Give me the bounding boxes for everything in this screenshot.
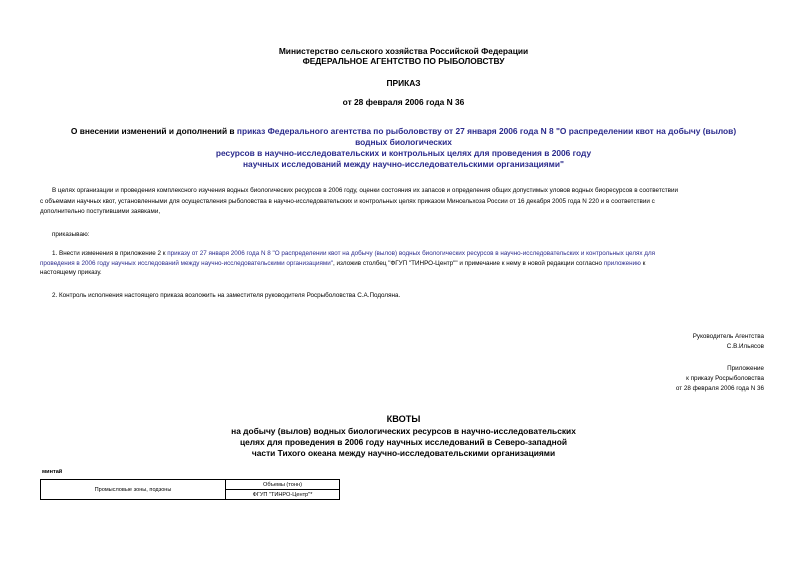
item-1-mid: , изложив столбец "ФГУП "ТИНРО-Центр"" и примечание к нему в новой редакции согласно [333,260,604,267]
order-8-link-cont[interactable]: проведения в 2006 году научных исследований между научно-исследовательскими организациями" [40,260,334,267]
item-1-line1 [52,249,767,258]
signatory-position: Руководитель Агентства [692,333,764,340]
title-prefix: О внесении изменений и дополнений в [70,126,237,136]
quotas-subtitle-line1: на добычу (вылов) водных биологических ресурсов в научно-исследовательских [231,426,576,436]
tinro-header: ФГУП "ТИНРО-Центр"* [226,490,340,500]
item-2: 2. Контроль исполнения настоящего приказа возложить на заместителя руководителя Росрыболовства С.А.Подоляна. [52,292,401,299]
quotas-subtitle-line3: части Тихого океана между научно-исследовательскими организациями [251,448,556,458]
document-title-line4 [0,159,807,169]
agency-name: ФЕДЕРАЛЬНОЕ АГЕНТСТВО ПО РЫБОЛОВСТВУ [302,56,505,66]
item-1-end: к [640,260,646,267]
item-1-line2 [40,259,767,268]
document-date-number: от 28 февраля 2006 года N 36 [342,97,465,107]
preamble-line1: В целях организации и проведения комплексного изучения водных биологических ресурсов в 2006 году, оценки состояния их запасов и определения общих допустимых уловов водных биоресурсов в соответствии [52,187,679,194]
document-title-line2 [0,137,807,147]
table-header-row [41,480,340,490]
preamble-line2: с объемами научных квот, установленными для осуществления рыболовства в научно-исследовательских и контрольных целях приказом Минсельхоза России от 16 декабря 2005 года N 220 и в соответствии с [40,198,655,205]
zones-header: Промысловые зоны, подзоны [41,480,226,500]
signatory-name: С.В.Ильясов [726,343,764,350]
quotas-table [40,479,340,500]
item-1-line3: настоящему приказу. [40,269,102,276]
item-1-prefix: 1. Внести изменения в приложение 2 к [52,250,168,257]
preamble-line3: дополнительно поступившими заявками, [40,208,161,215]
document-type: ПРИКАЗ [386,78,421,88]
quotas-subtitle-line2: целях для проведения в 2006 году научных исследований в Северо-западной [240,437,567,447]
amended-order-link-cont1[interactable]: водных биологических [355,137,452,147]
order-word: приказываю: [52,231,90,238]
amended-order-link[interactable]: приказ Федерального агентства по рыболовству от 27 января 2006 года N 8 "О распределении квот на добычу (вылов) [236,126,737,136]
order-8-link[interactable]: приказу от 27 января 2006 года N 8 "О распределении квот на добычу (вылов) водных биологических ресурсов в научно-исследовательских и контрольных целях для [167,250,656,257]
appendix-label: Приложение [727,365,764,372]
quotas-title: КВОТЫ [386,414,421,424]
document-title-line3 [0,148,807,158]
amended-order-link-cont3[interactable]: научных исследований между научно-исследовательскими организациями" [242,159,564,169]
appendix-ref-line3: от 28 февраля 2006 года N 36 [675,385,764,392]
document-title-line1 [0,126,807,136]
appendix-ref-line2: к приказу Росрыболовства [686,375,764,382]
volumes-header: Объемы (тонн) [226,480,340,490]
ministry-name: Министерство сельского хозяйства Российской Федерации [278,46,529,56]
appendix-link[interactable]: приложению [603,260,641,267]
amended-order-link-cont2[interactable]: ресурсов в научно-исследовательских и контрольных целях для проведения в 2006 году [215,148,592,158]
species-label: минтай [42,469,63,475]
